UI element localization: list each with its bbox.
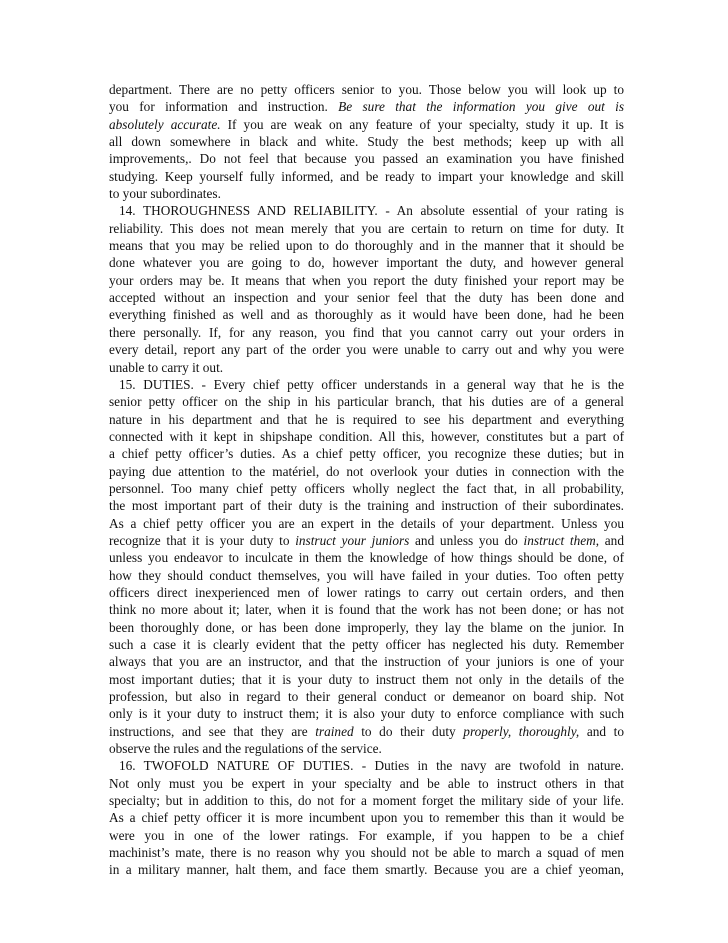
text-line <box>109 636 624 653</box>
text-segment: 14. THOROUGHNESS AND RELIABILITY. - An absolute essential of your rating is <box>119 203 624 219</box>
text-line <box>109 740 624 757</box>
text-line <box>109 792 624 809</box>
text-line <box>109 168 624 185</box>
italic-text-segment: trained <box>315 723 354 739</box>
text-line <box>109 306 624 323</box>
text-segment: the most important part of their duty is the training and instruction of their subordinates. <box>109 498 624 514</box>
text-segment: every detail, report any part of the order you were unable to carry out and why you were <box>109 342 624 358</box>
text-line <box>109 688 624 705</box>
text-segment: been thoroughly done, or has been done improperly, they lay the blame on the junior. In <box>109 619 624 635</box>
text-line <box>109 289 624 306</box>
text-line <box>109 220 624 237</box>
text-line <box>109 341 624 358</box>
text-segment: connected with it kept in shipshape condition. All this, however, constitutes but a part of <box>109 428 624 444</box>
text-segment: department. There are no petty officers senior to you. Those below you will look up to <box>109 82 624 97</box>
text-segment: accepted without an inspection and your senior feel that the duty has been done and <box>109 290 624 306</box>
text-line <box>109 150 624 167</box>
text-segment: As a chief petty officer it is more incumbent upon you to remember this than it would be <box>109 810 624 826</box>
text-segment: reliability. This does not mean merely that you are certain to return on time for duty. It <box>109 220 624 236</box>
text-line <box>109 532 624 549</box>
text-segment: machinist’s mate, there is no reason why you should not be able to march a squad of men <box>109 845 624 861</box>
text-line <box>109 411 624 428</box>
text-segment: how they should conduct themselves, you will have failed in your duties. Too often petty <box>109 567 624 583</box>
text-line <box>109 809 624 826</box>
text-segment: observe the rules and the regulations of the service. <box>109 741 382 757</box>
text-segment: Not only must you be expert in your specialty and be able to instruct others in that <box>109 775 624 791</box>
text-segment: such a case it is clearly evident that the petty officer has neglected his duty. Remember <box>109 637 624 652</box>
text-line <box>109 757 624 774</box>
text-segment: unless you endeavor to inculcate in them the knowledge of how things should be done, of <box>109 550 624 566</box>
text-segment: means that you may be relied upon to do thoroughly and in the manner that it should be <box>109 238 624 254</box>
text-segment: a chief petty officer’s duties. As a chief petty officer, you recognize these duties; but in <box>109 446 624 462</box>
text-segment: you for information and instruction. <box>109 99 339 115</box>
text-segment: done whatever you are going to do, however important the duty, and however general <box>109 255 624 271</box>
text-line <box>109 185 624 202</box>
text-segment: nature in his department and that he is required to see his department and everything <box>109 411 624 427</box>
text-segment: specialty; but in addition to this, do not for a moment forget the military side of your life. <box>109 793 624 809</box>
text-segment: recognize that it is your duty to <box>109 532 296 548</box>
text-segment: senior petty officer on the ship in his particular branch, that his duties are of a general <box>109 394 624 410</box>
text-segment: most important duties; that it is your duty to instruct them not only in the details of the <box>109 671 624 687</box>
text-line <box>109 844 624 861</box>
text-segment: and unless you do <box>409 532 524 548</box>
text-line <box>109 254 624 271</box>
text-segment: and to <box>579 723 624 739</box>
document-text-body <box>109 81 624 879</box>
text-line <box>109 376 624 393</box>
text-line <box>109 584 624 601</box>
italic-text-segment: Be sure that the information you give out is <box>338 99 624 115</box>
text-segment: always that you are an instructor, and that the instruction of your juniors is one of your <box>109 654 624 670</box>
text-line <box>109 463 624 480</box>
text-line <box>109 549 624 566</box>
text-segment: officers direct inexperienced men of lower ratings to carry out certain orders, and then <box>109 584 624 600</box>
text-segment: paying due attention to the matériel, do not overlook your duties in connection with the <box>109 463 624 479</box>
text-segment: unable to carry it out. <box>109 359 224 375</box>
text-line <box>109 237 624 254</box>
italic-text-segment: properly, thoroughly, <box>463 723 580 739</box>
text-segment: profession, but also in regard to their general conduct or demeanor on board ship. Not <box>109 689 624 705</box>
text-line <box>109 601 624 618</box>
text-segment: If you are weak on any feature of your specialty, study it up. It is <box>220 116 624 132</box>
text-line <box>109 671 624 688</box>
italic-text-segment: instruct them <box>523 532 596 548</box>
text-segment: As a chief petty officer you are an expert in the details of your department. Unless you <box>109 515 624 531</box>
text-segment: only is it your duty to instruct them; it is also your duty to enforce compliance with such <box>109 706 624 722</box>
text-line <box>109 827 624 844</box>
text-line <box>109 116 624 133</box>
text-line <box>109 272 624 289</box>
text-line <box>109 567 624 584</box>
text-segment: were you in one of the lower ratings. For example, if you happen to be a chief <box>109 827 624 843</box>
text-segment: to do their duty <box>353 723 464 739</box>
text-line <box>109 775 624 792</box>
text-segment: to your subordinates. <box>109 186 221 202</box>
text-line <box>109 393 624 410</box>
text-line <box>109 705 624 722</box>
text-segment: 15. DUTIES. - Every chief petty officer understands in a general way that he is the <box>119 376 624 392</box>
text-line <box>109 619 624 636</box>
text-line <box>109 98 624 115</box>
text-line <box>109 497 624 514</box>
text-line <box>109 515 624 532</box>
italic-text-segment: absolutely accurate. <box>109 116 221 132</box>
text-line <box>109 723 624 740</box>
text-segment: think no more about it; later, when it is found that the work has not been done; or has not <box>109 602 624 618</box>
text-segment: studying. Keep yourself fully informed, and be ready to impart your knowledge and skill <box>109 168 624 184</box>
text-segment: in a military manner, halt them, and face them smartly. Because you are a chief yeoman, <box>109 862 624 878</box>
text-segment: your orders may be. It means that when you report the duty finished your report may be <box>109 272 624 288</box>
text-line <box>109 324 624 341</box>
text-line <box>109 480 624 497</box>
text-line <box>109 359 624 376</box>
text-segment: there personally. If, for any reason, you find that you cannot carry out your orders in <box>109 324 624 340</box>
text-line <box>109 81 624 98</box>
italic-text-segment: instruct your juniors <box>295 532 410 548</box>
text-line <box>109 133 624 150</box>
text-line <box>109 202 624 219</box>
text-line <box>109 445 624 462</box>
text-line <box>109 653 624 670</box>
text-segment: improvements,. Do not feel that because you passed an examination you have finished <box>109 151 624 167</box>
text-segment: personnel. Too many chief petty officers wholly neglect the fact that, in all probability, <box>109 480 624 496</box>
text-segment: all down somewhere in black and white. Study the best methods; keep up with all <box>109 134 624 150</box>
text-segment: , and <box>595 532 624 548</box>
text-line <box>109 861 624 878</box>
text-segment: instructions, and see that they are <box>109 723 316 739</box>
text-segment: everything finished as well and as thoroughly as it would have been done, had he been <box>109 307 624 323</box>
text-segment: 16. TWOFOLD NATURE OF DUTIES. - Duties in the navy are twofold in nature. <box>119 758 624 774</box>
text-line <box>109 428 624 445</box>
